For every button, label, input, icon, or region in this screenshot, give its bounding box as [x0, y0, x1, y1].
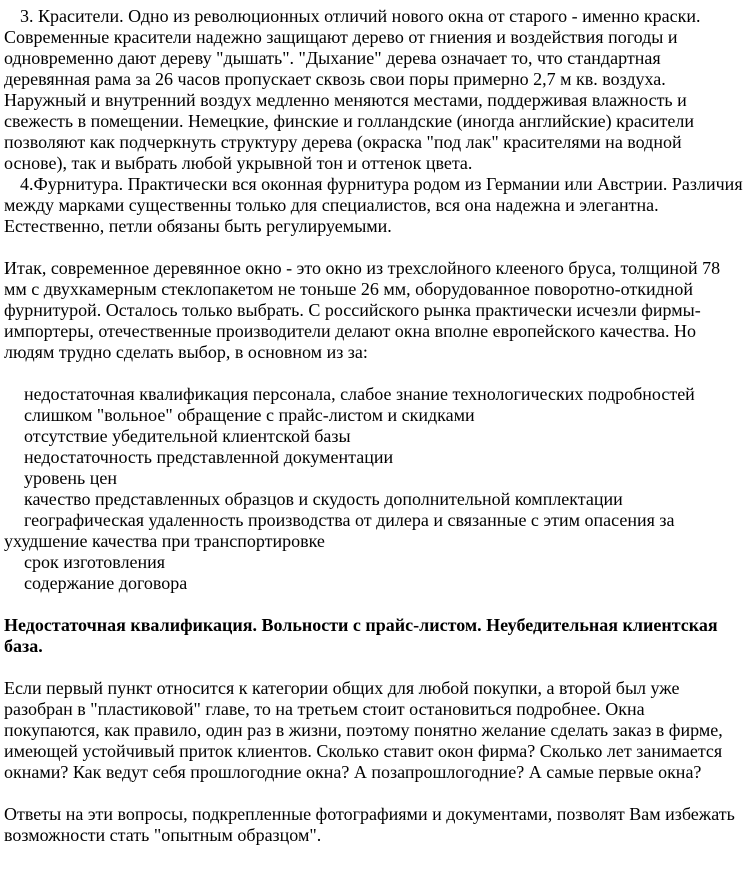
- list-item: слишком "вольное" обращение с прайс-листом и скидками: [24, 405, 475, 425]
- list-item: уровень цен: [24, 468, 117, 488]
- list-item: географическая удаленность производства от дилера и связанные с этим опасения за ухудшение качества при транспортировке: [4, 510, 675, 551]
- list-item: срок изготовления: [24, 552, 166, 572]
- list-item: качество представленных образцов и скудость дополнительной комплектации: [24, 489, 623, 509]
- spacer: [4, 783, 744, 804]
- paragraph-hardware: 4.Фурнитура. Практически вся оконная фурнитура родом из Германии или Австрии. Различия между марками существенны только для специалистов, вся она надежна и элегантна. Естественно, петли обязаны быть регулируемыми.: [4, 174, 743, 236]
- spacer: [4, 657, 744, 678]
- paragraph-answers: Ответы на эти вопросы, подкрепленные фотографиями и документами, позволят Вам избежать возможности стать "опытным образцом".: [4, 804, 735, 845]
- list-item: содержание договора: [24, 573, 188, 593]
- paragraph-summary: Итак, современное деревянное окно - это окно из трехслойного клееного бруса, толщиной 78 мм с двухкамерным стеклопакетом не тоньше 26 мм, оборудованное поворотно-откидной фурнитурой. Осталось только выбрать. С российского рынка практически исчезли фирмы-импортеры, отечественные производители делают окна вполне европейского качества. Но людям трудно сделать выбор, в основном из за:: [4, 258, 721, 362]
- list-item: недостаточная квалификация персонала, слабое знание технологических подробностей: [24, 384, 695, 404]
- spacer: [4, 363, 744, 384]
- spacer: [4, 237, 744, 258]
- section-heading: Недостаточная квалификация. Вольности с прайс-листом. Неубедительная клиентская база.: [4, 615, 718, 656]
- paragraph-dyes: 3. Красители. Одно из революционных отличий нового окна от старого - именно краски. Современные красители надежно защищают дерево от гниения и воздействия погоды и одновременно дают дереву "дышать". "Дыхание" дерева означает то, что стандартная деревянная рама за 26 часов пропускает сквозь свои поры примерно 2,7 м кв. воздуха. Наружный и внутренний воздух медленно меняются местами, поддерживая влажность и свежесть в помещении. Немецкие, финские и голландские (иногда английские) красители позволяют как подчеркнуть структуру дерева (окраска "под лак" красителями на водной основе), так и выбрать любой укрывной тон и оттенок цвета.: [4, 6, 701, 173]
- list-item: недостаточность представленной документации: [24, 447, 394, 467]
- spacer: [4, 594, 744, 615]
- reasons-list: [4, 384, 744, 594]
- list-item: отсутствие убедительной клиентской базы: [24, 426, 351, 446]
- paragraph-client-base: Если первый пункт относится к категории общих для любой покупки, а второй был уже разобран в "пластиковой" главе, то на третьем стоит остановиться подробнее. Окна покупаются, как правило, один раз в жизни, поэтому понятно желание сделать заказ в фирме, имеющей устойчивый приток клиентов. Сколько ставит окон фирма? Сколько лет занимается окнами? Как ведут себя прошлогодние окна? А позапрошлогодние? А самые первые окна?: [4, 678, 723, 782]
